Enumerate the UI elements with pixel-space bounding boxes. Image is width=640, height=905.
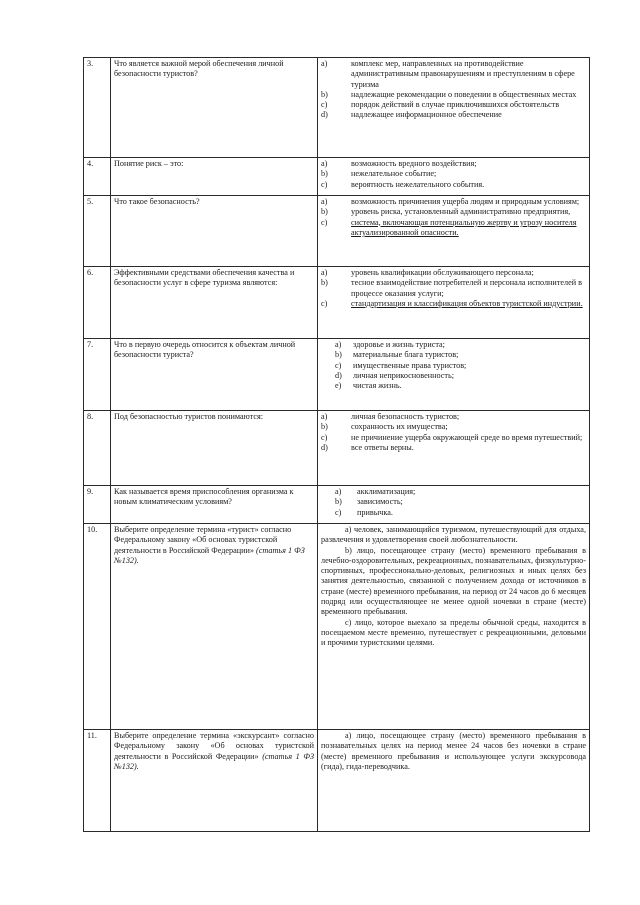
option-letter: d) <box>321 110 328 120</box>
answer-paragraph: с) лицо, которое выехало за пределы обычной среды, находится в посещаемом месте временно, путешествует с рекреационными, деловыми и прочими туристскими целями. <box>321 617 586 648</box>
answer-option <box>321 422 586 432</box>
question-text: Понятие риск – это: <box>111 158 318 196</box>
answer-option <box>321 340 586 350</box>
answer-option <box>321 268 586 278</box>
answer-option <box>321 361 586 371</box>
table-row <box>84 486 590 524</box>
option-text: привычка. <box>357 507 393 517</box>
answer-option <box>321 412 586 422</box>
answer-option <box>321 433 586 443</box>
option-text: уровень квалификации обслуживающего персонала; <box>351 268 534 277</box>
option-letter: a) <box>321 197 328 206</box>
option-text: личная неприкосновенность; <box>353 370 454 380</box>
table-row <box>84 267 590 339</box>
answer-options <box>318 339 590 411</box>
answer-paragraphs <box>318 730 590 832</box>
question-number: 8. <box>84 411 111 486</box>
option-letter: a) <box>335 340 342 349</box>
option-text: надлежащее информационное обеспечение <box>351 110 502 120</box>
answer-option <box>321 218 586 239</box>
option-text: возможность причинения ущерба людям и природным условиям; <box>351 197 580 206</box>
question-text: Что в первую очередь относится к объектам личной безопасности туриста? <box>111 339 318 411</box>
option-text: стандартизация и классификация объектов туристской индустрии. <box>351 298 583 308</box>
question-number: 4. <box>84 158 111 196</box>
option-letter: a) <box>321 59 328 68</box>
question-cell <box>111 524 318 730</box>
option-text: акклиматизация; <box>357 487 416 496</box>
answer-option <box>321 443 586 453</box>
question-text: Что такое безопасность? <box>111 196 318 267</box>
option-text: все ответы верны. <box>351 442 414 452</box>
option-text: уровень риска, установленный административно предприятия, <box>351 207 571 217</box>
question-text: Выберите определение термина «турист» согласно Федеральному закону «Об основах туристской деятельности в Российской Федерации» <box>114 525 292 555</box>
answer-options <box>318 486 590 524</box>
question-number: 5. <box>84 196 111 267</box>
answer-option <box>321 90 586 100</box>
option-letter: d) <box>335 370 342 380</box>
answer-option <box>321 169 586 179</box>
answer-option <box>321 381 586 391</box>
answer-options <box>318 411 590 486</box>
table-row <box>84 196 590 267</box>
option-letter: b) <box>335 350 342 360</box>
option-text: имущественные права туристов; <box>353 360 467 370</box>
question-cell <box>111 730 318 832</box>
answer-options <box>318 58 590 158</box>
table-row <box>84 730 590 832</box>
question-number: 3. <box>84 58 111 158</box>
option-letter: a) <box>321 412 328 421</box>
question-number: 6. <box>84 267 111 339</box>
answer-paragraphs <box>318 524 590 730</box>
option-letter: c) <box>321 179 328 189</box>
answer-option <box>321 110 586 120</box>
option-letter: a) <box>321 159 328 168</box>
table-row <box>84 339 590 411</box>
answer-options <box>318 267 590 339</box>
option-text: порядок действий в случае приключившихся обстоятельств <box>351 100 560 110</box>
option-letter: b) <box>335 497 342 507</box>
table-row <box>84 524 590 730</box>
option-letter: b) <box>321 278 328 288</box>
option-letter: c) <box>321 298 328 308</box>
answer-option <box>321 350 586 360</box>
question-text: Эффективными средствами обеспечения качества и безопасности услуг в сфере туризма являются: <box>111 267 318 339</box>
question-citation: (статья 1 ФЗ №132). <box>114 751 314 771</box>
answer-option <box>321 487 586 497</box>
answer-option <box>321 197 586 207</box>
answer-option <box>321 59 586 90</box>
question-text: Под безопасностью туристов понимаются: <box>111 411 318 486</box>
answer-option <box>321 180 586 190</box>
answer-paragraph: b) лицо, посещающее страну (место) временного пребывания в лечебно-оздоровительных, рекреационных, познавательных, физкультурно-спортивных, профессионально-деловых, религиозных и иных целях без занятия деятельностью, связанной с получением дохода от источников в стране (месте) временного пребывания, на период от 24 часов до 6 месяцев подряд или осуществляющее не менее одной ночевки в стране (месте) временного пребывания. <box>321 545 586 617</box>
question-number: 7. <box>84 339 111 411</box>
option-text: надлежащие рекомендации о поведении в общественных местах <box>351 89 577 99</box>
question-text: Что является важной мерой обеспечения личной безопасности туристов? <box>111 58 318 158</box>
table-row <box>84 158 590 196</box>
option-letter: b) <box>321 169 328 179</box>
option-letter: b) <box>321 422 328 432</box>
option-text: нежелательное событие; <box>351 169 437 179</box>
option-letter: b) <box>321 207 328 217</box>
answer-option <box>321 159 586 169</box>
option-letter: c) <box>335 507 342 517</box>
option-text: возможность вредного воздействия; <box>351 159 477 168</box>
answer-paragraph: а) лицо, посещающее страну (место) временного пребывания в познавательных целях на период менее 24 часов без ночевки в стране (месте) временного пребывания и использующее услуги экскурсовода (гида), гида-переводчика. <box>321 731 586 771</box>
question-citation: (статья 1 ФЗ №132). <box>114 545 305 565</box>
answer-option <box>321 508 586 518</box>
table-row <box>84 58 590 158</box>
question-number: 9. <box>84 486 111 524</box>
option-letter: c) <box>335 360 342 370</box>
answer-option <box>321 371 586 381</box>
option-letter: b) <box>321 89 328 99</box>
option-letter: c) <box>321 432 328 442</box>
answer-options <box>318 196 590 267</box>
option-text: тесное взаимодействие потребителей и персонала исполнителей в процессе оказания услуги; <box>351 278 583 298</box>
answer-option <box>321 497 586 507</box>
option-letter: a) <box>321 268 328 277</box>
answer-paragraph: а) человек, занимающийся туризмом, путешествующий для отдыха, развлечения и удовлетворения своей любознательности. <box>321 525 586 545</box>
question-number: 10. <box>84 524 111 730</box>
answer-option <box>321 299 586 309</box>
question-text: Как называется время приспособления организма к новым климатическим условиям? <box>111 486 318 524</box>
option-text: здоровье и жизнь туриста; <box>353 340 445 349</box>
answer-option <box>321 100 586 110</box>
option-letter: c) <box>321 100 328 110</box>
answer-options <box>318 158 590 196</box>
option-text: личная безопасность туристов; <box>351 412 460 421</box>
option-letter: d) <box>321 442 328 452</box>
option-text: чистая жизнь. <box>353 381 402 391</box>
option-letter: e) <box>335 381 342 391</box>
option-letter: c) <box>321 217 328 227</box>
question-number: 11. <box>84 730 111 832</box>
answer-option <box>321 278 586 299</box>
option-text: сохранность их имущества; <box>351 422 448 432</box>
table-row <box>84 411 590 486</box>
option-text: материальные блага туристов; <box>353 350 459 360</box>
answer-option <box>321 207 586 217</box>
option-text: не причинение ущерба окружающей среде во время путешествий; <box>351 432 583 442</box>
question-text: Выберите определение термина «экскурсант» согласно Федеральному закону «Об основах туристской деятельности в Российской Федерации» <box>114 731 314 761</box>
option-text: система, включающая потенциальную жертву и угрозу носителя актуализированной опасности. <box>351 217 577 237</box>
option-letter: a) <box>335 487 342 496</box>
option-text: комплекс мер, направленных на противодействие административным правонарушениям и преступлениям в сфере туризма <box>351 59 575 89</box>
option-text: вероятность нежелательного события. <box>351 179 485 189</box>
quiz-table <box>83 57 590 832</box>
option-text: зависимость; <box>357 497 403 507</box>
